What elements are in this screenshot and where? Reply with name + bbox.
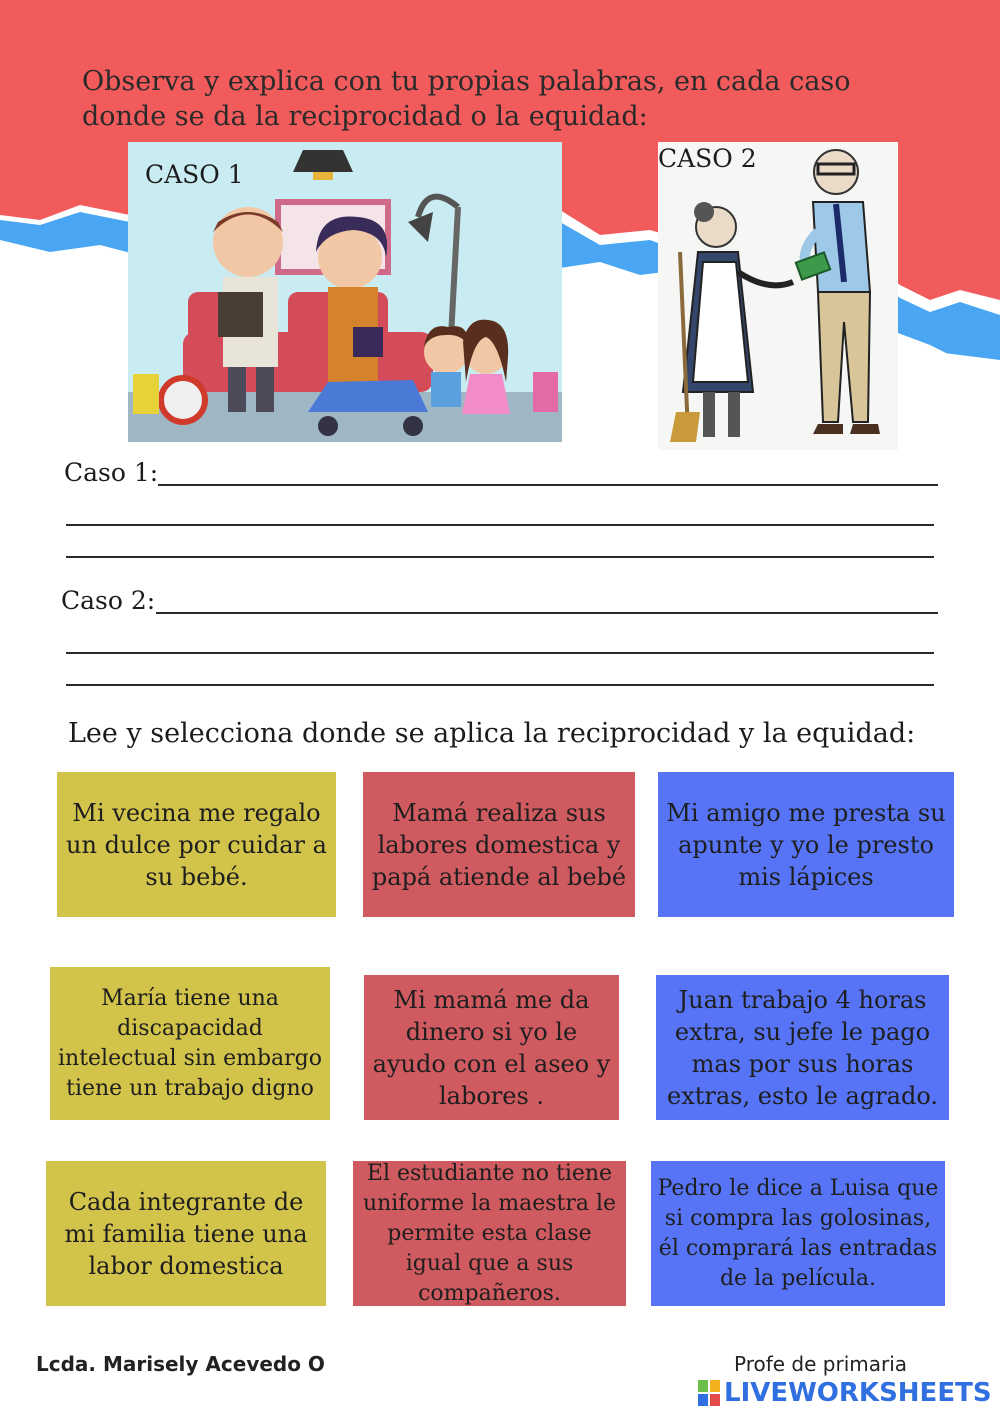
case2-label: CASO 2: [658, 144, 757, 173]
case1-label: CASO 1: [145, 160, 244, 189]
section-title: Lee y selecciona donde se aplica la reciprocidad y la equidad:: [68, 718, 916, 749]
case2-answer-label: Caso 2:: [61, 586, 156, 615]
option-card-8[interactable]: El estudiante no tiene uniforme la maestra le permite esta clase igual que a sus compañeros.: [353, 1161, 626, 1306]
option-card-4[interactable]: María tiene una discapacidad intelectual sin embargo tiene un trabajo digno: [50, 967, 330, 1120]
case1-illustration: [128, 142, 562, 442]
case1-answer-line-1[interactable]: [158, 484, 938, 486]
case1-answer-line-3[interactable]: [66, 556, 934, 558]
case2-illustration: [658, 142, 898, 450]
option-card-3[interactable]: Mi amigo me presta su apunte y yo le presto mis lápices: [658, 772, 954, 917]
instruction-text: Observa y explica con tu propias palabras, en cada caso donde se da la reciprocidad o la equidad:: [82, 66, 851, 132]
liveworksheets-logo: [698, 1378, 992, 1408]
option-card-7[interactable]: Cada integrante de mi familia tiene una labor domestica: [46, 1161, 326, 1306]
option-card-1[interactable]: Mi vecina me regalo un dulce por cuidar a su bebé.: [57, 772, 336, 917]
case1-answer-line-2[interactable]: [66, 524, 934, 526]
option-card-2[interactable]: Mamá realiza sus labores domestica y papá atiende al bebé: [363, 772, 635, 917]
employer-paying-worker-illustration: [658, 142, 898, 450]
case2-answer-line-2[interactable]: [66, 652, 934, 654]
author-name: Lcda. Marisely Acevedo O: [36, 1352, 325, 1376]
liveworksheets-icon: [698, 1380, 720, 1406]
case2-answer-line-1[interactable]: [156, 612, 938, 614]
case1-answer-label: Caso 1:: [64, 458, 159, 487]
option-card-6[interactable]: Juan trabajo 4 horas extra, su jefe le pago mas por sus horas extras, esto le agrado.: [656, 975, 949, 1120]
case2-answer-line-3[interactable]: [66, 684, 934, 686]
brand-name: LIVEWORKSHEETS: [724, 1378, 992, 1408]
option-card-5[interactable]: Mi mamá me da dinero si yo le ayudo con el aseo y labores .: [364, 975, 619, 1120]
author-role: Profe de primaria: [734, 1352, 908, 1376]
option-card-9[interactable]: Pedro le dice a Luisa que si compra las golosinas, él comprará las entradas de la película.: [651, 1161, 945, 1306]
